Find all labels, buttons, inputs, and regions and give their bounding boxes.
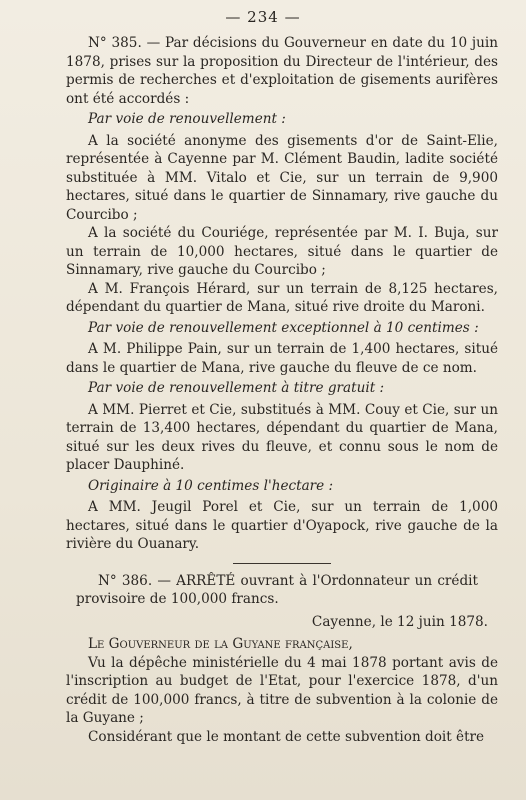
decision-386-place-date: Cayenne, le 12 juin 1878. xyxy=(311,613,488,630)
decision-385-section xyxy=(66,34,498,746)
exceptional-heading: Par voie de renouvellement exceptionnel à 10 centimes : xyxy=(88,319,479,336)
decision-385-intro: N° 385. — Par décisions du Gouverneur en date du 10 juin 1878, prises sur la proposition du Directeur de l'intérieur, des permis de recherches et d'exploitation de gisements aurifères ont été accordés : xyxy=(66,35,498,107)
original-heading: Originaire à 10 centimes l'hectare : xyxy=(88,477,334,494)
renewal-item-1: A la société anonyme des gisements d'or de Saint-Elie, représentée à Cayenne par M. Clément Baudin, ladite société substituée à MM. Vitalo et Cie, sur un terrain de 9,900 hectares, situé dans le quartier de Sinnamary, rive gauche du Courcibo ; xyxy=(66,132,498,223)
section-divider xyxy=(233,563,331,564)
renewal-heading: Par voie de renouvellement : xyxy=(88,111,286,127)
decision-386-governor: Le Gouverneur de la Guyane française, xyxy=(88,636,353,652)
page-number: — 234 — xyxy=(225,8,301,26)
free-heading: Par voie de renouvellement à titre gratuit : xyxy=(88,380,385,396)
decision-386-paragraph-2: Considérant que le montant de cette subvention doit être xyxy=(88,728,485,745)
decision-386-title: N° 386. — ARRÊTÉ ouvrant à l'Ordonnateur un crédit provisoire de 100,000 francs. xyxy=(76,572,478,607)
exceptional-item-1: A M. Philippe Pain, sur un terrain de 1,400 hectares, situé dans le quartier de Mana, rive gauche du fleuve de ce nom. xyxy=(66,341,498,376)
decision-386-paragraph-1: Vu la dépêche ministérielle du 4 mai 1878 portant avis de l'inscription au budget de l'Etat, pour l'exercice 1878, d'un crédit de 100,000 francs, à titre de subvention à la colonie de la Guyane ; xyxy=(66,654,498,726)
original-item-1: A MM. Jeugil Porel et Cie, sur un terrain de 1,000 hectares, situé dans le quartier d'Oyapock, rive gauche de la rivière du Ouanary. xyxy=(66,499,498,552)
renewal-item-3: A M. François Hérard, sur un terrain de 8,125 hectares, dépendant du quartier de Mana, situé rive droite du Maroni. xyxy=(66,280,498,315)
renewal-item-2: A la société du Couriége, représentée par M. I. Buja, sur un terrain de 10,000 hectares, situé dans le quartier de Sinnamary, rive gauche du Courcibo ; xyxy=(66,225,498,278)
free-item-1: A MM. Pierret et Cie, substitués à MM. Couy et Cie, sur un terrain de 13,400 hectares, dépendant du quartier de Mana, situé sur les deux rives du fleuve, et connu sous le nom de placer Dauphiné. xyxy=(66,401,498,473)
